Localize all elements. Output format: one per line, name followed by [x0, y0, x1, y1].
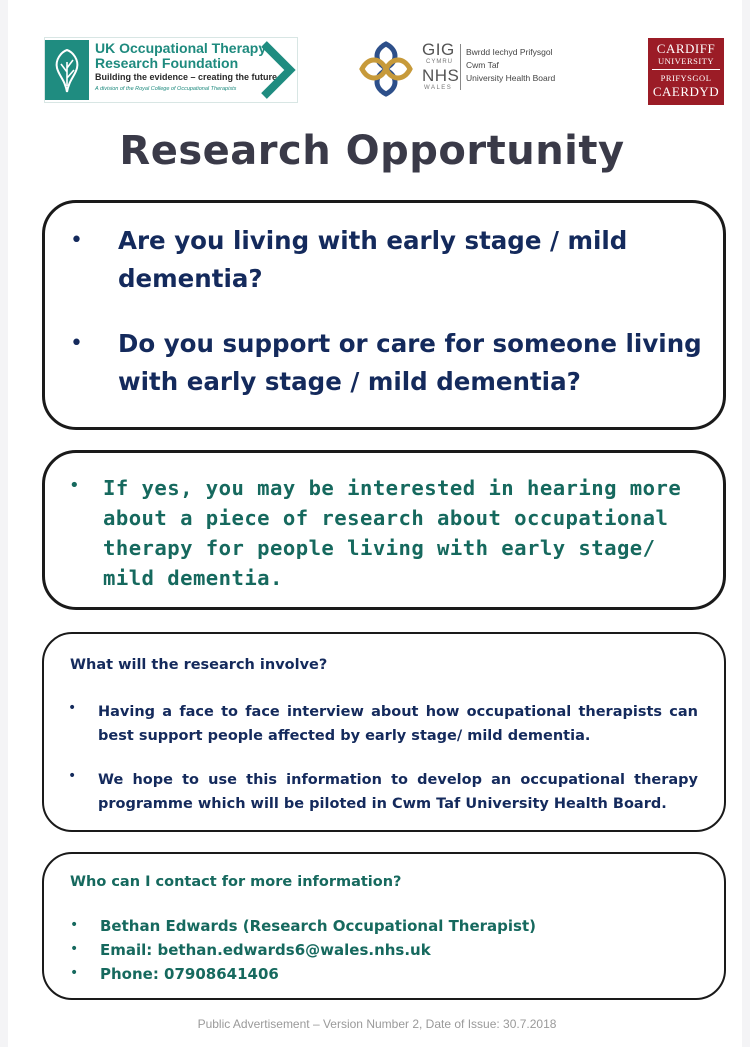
ukot-research-foundation-logo [44, 37, 298, 103]
contact-name: Bethan Edwards (Research Occupational Therapist) [100, 917, 537, 935]
ukot-name-line1: UK Occupational Therapy [95, 40, 267, 56]
bullet-icon: • [68, 768, 77, 784]
nhs-text: NHS [422, 66, 460, 85]
chevron-right-icon [260, 40, 296, 100]
bullet-icon: • [70, 331, 83, 356]
questions-box [42, 200, 726, 430]
cardiff-line1: CARDIFF [656, 41, 716, 56]
contact-email[interactable]: Email: bethan.edwards6@wales.nhs.uk [100, 941, 431, 959]
involve-heading: What will the research involve? [70, 657, 328, 673]
interest-text: If yes, you may be interested in hearing more about a piece of research about occupational therapy for people living with early stage/ mild dementia. [103, 476, 682, 590]
contact-phone[interactable]: Phone: 07908641406 [100, 965, 279, 983]
interest-box [42, 450, 726, 610]
bullet-icon: • [70, 917, 79, 933]
footer-version-info: Public Advertisement – Version Number 2, Date of Issue: 30.7.2018 [197, 1017, 557, 1031]
cardiff-university-logo [648, 38, 724, 105]
ukot-division: A division of the Royal College of Occupational Therapists [95, 86, 237, 92]
bullet-icon: • [69, 475, 80, 496]
contact-heading: Who can I contact for more information? [70, 874, 402, 890]
question-living-with-dementia: Are you living with early stage / mild dementia? [118, 226, 628, 293]
nhs-gig-text: GIG [422, 40, 455, 59]
nhs-cymru-text: CYMRU [426, 59, 453, 65]
nhs-wales-text: WALES [424, 85, 453, 91]
page-title: Research Opportunity [119, 128, 625, 174]
ukot-name-line2: Research Foundation [95, 55, 239, 71]
bullet-icon: • [70, 965, 79, 981]
bullet-icon: • [68, 700, 77, 716]
cardiff-line3: PRIFYSGOL [660, 73, 712, 83]
involve-item-programme: We hope to use this information to develop an occupational therapy programme which will be piloted in Cwm Taf University Health Board. [98, 772, 698, 812]
poster-page [8, 0, 742, 1047]
contact-box [42, 852, 726, 1000]
ukot-tagline: Building the evidence – creating the future [95, 72, 278, 82]
logo-divider [460, 44, 461, 90]
research-involve-box [42, 632, 726, 832]
health-board-line2: Cwm Taf [466, 60, 499, 70]
involve-item-interview: Having a face to face interview about how occupational therapists can best support people affected by early stage/ mild dementia. [98, 704, 698, 744]
cardiff-line4: CAERDYD [652, 84, 720, 99]
question-support-carer: Do you support or care for someone living with early stage / mild dementia? [118, 329, 702, 396]
cardiff-logo-rule [652, 69, 720, 70]
nhs-cwm-taf-logo [358, 38, 570, 100]
celtic-knot-icon [358, 40, 414, 98]
health-board-line1: Bwrdd Iechyd Prifysgol [466, 47, 553, 57]
cardiff-line2: UNIVERSITY [658, 56, 714, 66]
health-board-line3: University Health Board [466, 73, 556, 83]
bullet-icon: • [70, 941, 79, 957]
tree-emblem-icon [45, 40, 89, 100]
bullet-icon: • [70, 228, 83, 253]
